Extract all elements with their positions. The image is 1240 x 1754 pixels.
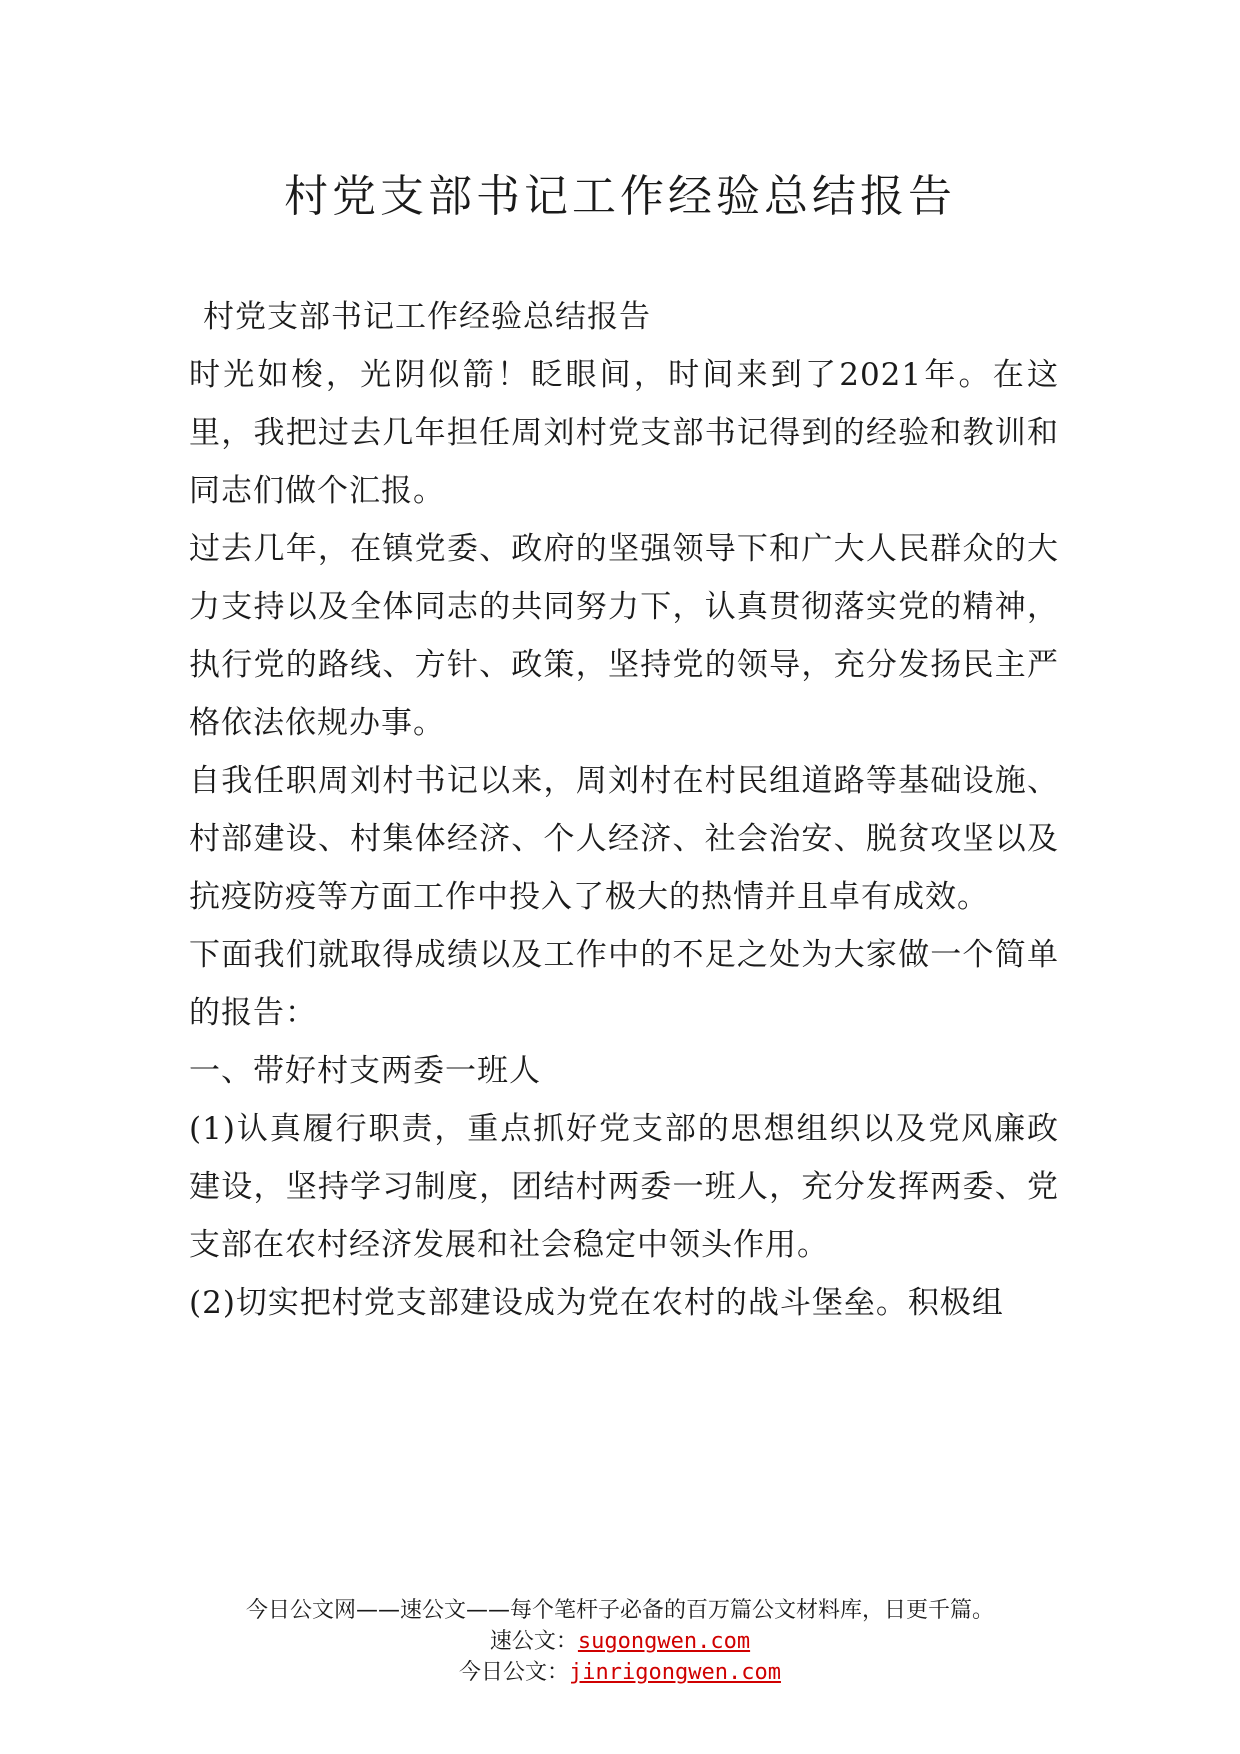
paragraph-report-intro: 下面我们就取得成绩以及工作中的不足之处为大家做一个简单的报告： (189, 937, 1059, 1031)
paragraph-past-years: 过去几年，在镇党委、政府的坚强领导下和广大人民群众的大力支持以及全体同志的共同努力下，认真贯彻落实党的精神，执行党的路线、方针、政策，坚持党的领导，充分发扬民主严格依法依规办事。 (189, 531, 1059, 741)
document-title: 村党支部书记工作经验总结报告 (284, 171, 956, 222)
section-heading-1: 一、带好村支两委一班人 (189, 1053, 541, 1089)
sugongwen-link[interactable]: sugongwen.com (577, 1629, 751, 1654)
footer-link2-label: 今日公文： (459, 1660, 570, 1685)
paragraph-item-2: (2)切实把村党支部建设成为党在农村的战斗堡垒。积极组 (189, 1285, 1004, 1321)
body-subtitle: 村党支部书记工作经验总结报告 (203, 299, 651, 335)
footer-link-row-2 (0, 1657, 1240, 1688)
paragraph-intro: 时光如梭，光阴似箭！眨眼间，时间来到了2021年。在这里，我把过去几年担任周刘村党支部书记得到的经验和教训和同志们做个汇报。 (189, 357, 1059, 509)
document-body (189, 288, 1059, 1332)
page-footer (0, 1595, 1240, 1688)
paragraph-item-1: (1)认真履行职责，重点抓好党支部的思想组织以及党风廉政建设，坚持学习制度，团结村两委一班人，充分发挥两委、党支部在农村经济发展和社会稳定中领头作用。 (189, 1111, 1059, 1263)
jinrigongwen-link[interactable]: jinrigongwen.com (569, 1660, 781, 1685)
footer-tagline: 今日公文网——速公文——每个笔杆子必备的百万篇公文材料库，日更千篇。 (245, 1598, 994, 1623)
footer-link-row-1 (0, 1626, 1240, 1657)
paragraph-achievements: 自我任职周刘村书记以来，周刘村在村民组道路等基础设施、村部建设、村集体经济、个人经济、社会治安、脱贫攻坚以及抗疫防疫等方面工作中投入了极大的热情并且卓有成效。 (189, 763, 1059, 915)
footer-link1-label: 速公文： (489, 1629, 578, 1654)
